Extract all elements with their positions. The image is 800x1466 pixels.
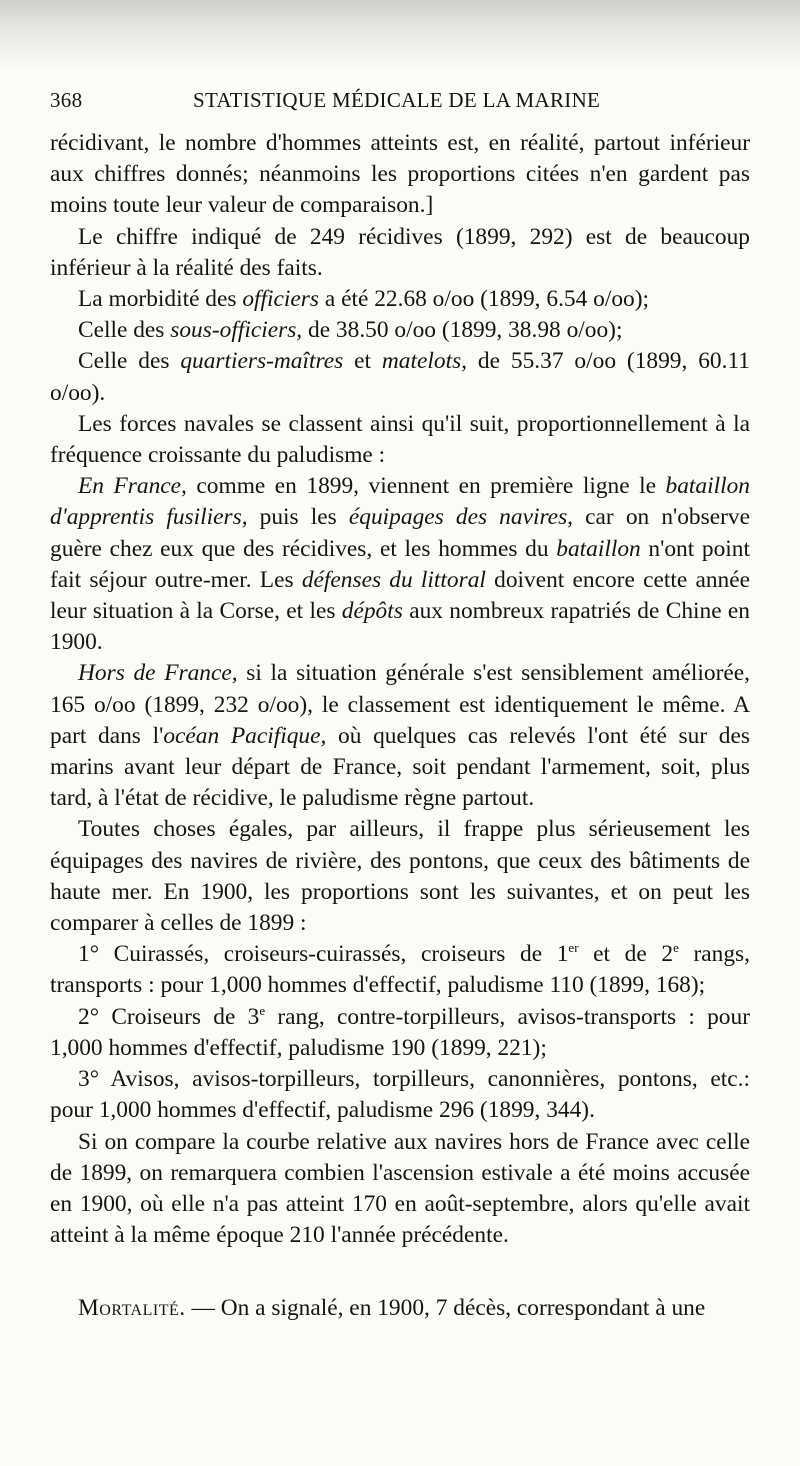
text: et: [343, 348, 382, 375]
text: car on n'observe guère chez eux que des récidives, et les hommes du: [50, 504, 750, 562]
text: de 38.50 o/oo (1899, 38.98 o/oo);: [302, 317, 623, 344]
italic-term: équipages des navires,: [348, 504, 574, 531]
page-number: 368: [50, 88, 83, 112]
paragraph-en-france: [50, 471, 750, 658]
paragraph-mortalite: [50, 1293, 750, 1324]
paragraph-courbe: Si on compare la courbe relative aux navires hors de France avec celle de 1899, on remarquera combien l'ascension estivale a été moins accusée en 1900, où elle n'a pas atteint 170 en août-septembre, alors qu'elle avait atteint à la même époque 210 l'année précédente.: [50, 1128, 750, 1249]
text: Celle des: [78, 317, 171, 344]
paragraph-sous-officiers: [50, 315, 750, 346]
text: rang, contre-torpilleurs, avisos-transports : pour 1,000 hommes d'effectif, paludisme 190 (1899, 221);: [50, 1003, 750, 1061]
list-item-3: 3° Avisos, avisos-torpilleurs, torpilleurs, canonnières, pontons, etc.: pour 1,000 hommes d'effectif, paludisme 296 (1899, 344).: [50, 1066, 750, 1124]
superscript: e: [259, 1002, 266, 1018]
italic-term: bataillon d'apprentis fusiliers,: [50, 473, 750, 531]
scan-top-shadow: [0, 0, 800, 70]
text: 1° Cuirassés, croiseurs-cuirassés, croiseurs de 1: [78, 941, 569, 968]
text: La morbidité des: [78, 286, 243, 313]
italic-term: bataillon: [556, 535, 641, 562]
text: comme en 1899, viennent en première ligne le: [186, 473, 666, 500]
italic-term: sous-officiers,: [170, 317, 303, 344]
body-text: [50, 128, 750, 1325]
text: 2° Croiseurs de 3: [78, 1003, 260, 1030]
paragraph-continuation: récidivant, le nombre d'hommes atteints est, en réalité, partout inférieur aux chiffres donnés; néanmoins les proportions citées n'en gardent pas moins toute leur valeur de comparaison.]: [50, 130, 750, 219]
text: n'ont point fait séjour outre-mer. Les: [50, 535, 751, 593]
paragraph-quartiers-maitres: [50, 346, 750, 408]
italic-term: défenses du littoral: [301, 566, 486, 593]
page: [50, 88, 750, 1325]
list-item-1: [50, 939, 750, 1001]
italic-term: officiers: [242, 286, 320, 313]
text: où quelques cas relevés l'ont été sur des marins avant leur départ de France, soit pendant l'armement, soit, plus tard, à l'état de récidive, le paludisme règne partout.: [50, 722, 750, 812]
running-title: STATISTIQUE MÉDICALE DE LA MARINE: [193, 88, 601, 112]
text: Celle des: [78, 348, 181, 375]
italic-term: matelots,: [381, 348, 468, 375]
italic-term: Hors de France,: [78, 660, 238, 687]
italic-term: En France,: [78, 473, 187, 500]
italic-term: quartiers-maîtres: [180, 348, 344, 375]
italic-term: océan Pacifique,: [163, 722, 327, 749]
text: doivent encore cette année leur situation à la Corse, et les: [50, 566, 750, 625]
text: et de 2: [578, 941, 674, 968]
paragraph-forces-navales: Les forces navales se classent ainsi qu'il suit, proportionnellement à la fréquence croissante du paludisme :: [50, 410, 750, 469]
superscript: e: [673, 940, 679, 956]
text: de 55.37 o/oo (1899, 60.11 o/oo).: [50, 348, 750, 406]
superscript: er: [568, 940, 579, 956]
paragraph-recidives: Le chiffre indiqué de 249 récidives (1899, 292) est de beaucoup inférieur à la réalité des faits.: [50, 223, 750, 281]
text: rangs, transports : pour 1,000 hommes d'effectif, paludisme 110 (1899, 168);: [50, 941, 750, 999]
paragraph-officiers: [50, 284, 750, 315]
section-heading: Mortalité.: [78, 1295, 186, 1322]
paragraph-toutes-choses: Toutes choses égales, par ailleurs, il frappe plus sérieusement les équipages des navires de rivière, des pontons, que ceux des bâtiments de haute mer. En 1900, les proportions sont les suivantes, et on peut les comparer à celles de 1899 :: [50, 816, 750, 937]
text: si la situation générale s'est sensiblement améliorée, 165 o/oo (1899, 232 o/oo), le classement est identiquement le même. A part dans l': [50, 660, 750, 749]
italic-term: dépôts: [341, 598, 403, 625]
text: aux nombreux rapatriés de Chine en 1900.: [50, 598, 750, 656]
text: puis les: [247, 504, 349, 531]
text: a été 22.68 o/oo (1899, 6.54 o/oo);: [319, 286, 650, 313]
text: — On a signalé, en 1900, 7 décès, correspondant à une: [185, 1295, 706, 1322]
paragraph-hors-de-france: [50, 658, 750, 814]
running-header: [50, 88, 750, 128]
list-item-2: [50, 1002, 750, 1064]
section-gap: [50, 1251, 750, 1293]
